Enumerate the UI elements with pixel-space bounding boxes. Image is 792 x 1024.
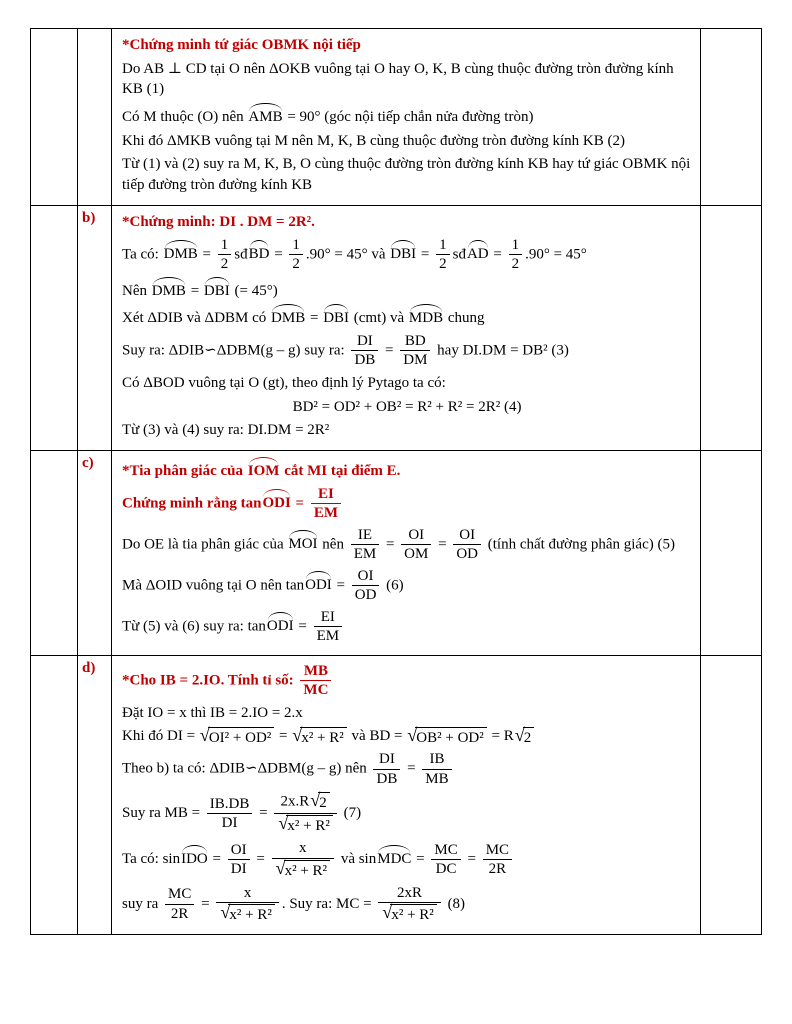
square-root bbox=[199, 724, 275, 747]
text-line: Mà ΔOID vuông tại O nên tanODI = $\frac{OI}{OD}$ (6) bbox=[122, 567, 404, 604]
square-root bbox=[382, 901, 437, 924]
fraction-numerator: 2x.R √ 2 bbox=[274, 792, 337, 814]
content-cell bbox=[112, 655, 701, 934]
radical-sign: √ bbox=[275, 857, 286, 878]
radical-sign: √ bbox=[382, 901, 393, 922]
content-cell bbox=[112, 29, 701, 206]
angle-arc: DBI bbox=[323, 304, 349, 329]
square-root bbox=[292, 724, 347, 747]
angle-arc: DMB bbox=[164, 240, 198, 265]
heading-line: *Tia phân giác của IOM cắt MI tại điểm E. bbox=[122, 457, 692, 482]
fraction bbox=[400, 333, 430, 369]
spacer-cell-right bbox=[701, 655, 762, 934]
text-line: Suy ra: ΔDIB∽ΔDBM(g – g) suy ra: $\frac{DI}{DB}$ = $\frac{BD}{DM}$ hay DI.DM = DB² (3) bbox=[122, 332, 569, 369]
equation-line: BD² = OD² + OB² = R² + R² = 2R² (4) bbox=[292, 398, 522, 415]
table-row bbox=[31, 655, 762, 934]
radicand: x² + R² bbox=[228, 904, 274, 924]
angle-arc: DMB bbox=[152, 277, 186, 302]
text-line: Suy ra MB = $\frac{IB.DB}{DI}$ = 2x.R √ 2 √ x² + R² (7) bbox=[122, 789, 362, 834]
fraction-denominator bbox=[378, 903, 441, 924]
radicand: x² + R² bbox=[286, 815, 332, 835]
radicand: x² + R² bbox=[300, 727, 346, 747]
radical-sign: √ bbox=[199, 724, 210, 745]
heading-line: *Cho IB = 2.IO. Tính tỉ số: $\frac{MB}{MC}$ bbox=[122, 662, 692, 700]
fraction bbox=[352, 568, 380, 604]
angle-arc: MDB bbox=[409, 304, 443, 329]
radical-sign: √ bbox=[278, 812, 289, 833]
square-root bbox=[407, 724, 487, 747]
fraction-denominator: 2 bbox=[292, 256, 300, 272]
row-label bbox=[78, 29, 112, 206]
square-root bbox=[310, 789, 330, 812]
radical-sign: √ bbox=[514, 724, 525, 745]
radicand: OI² + OD² bbox=[208, 727, 274, 747]
fraction bbox=[422, 751, 451, 787]
fraction-numerator: IE bbox=[351, 527, 380, 546]
fraction-numerator: IB bbox=[422, 751, 451, 770]
fraction-denominator: DB bbox=[354, 352, 376, 369]
square-root bbox=[220, 901, 275, 924]
fraction-denominator: MB bbox=[425, 770, 449, 787]
fraction-denominator: OM bbox=[404, 546, 429, 563]
angle-arc: MOI bbox=[288, 530, 317, 555]
radical-sign: √ bbox=[220, 901, 231, 922]
text-line: Từ (1) và (2) suy ra M, K, B, O cùng thuộc đường tròn đường kính KB hay tứ giác OBMK nội tiếp đường tròn đường kính KB bbox=[122, 156, 691, 194]
fraction bbox=[314, 609, 343, 645]
fraction-numerator: IB.DB bbox=[207, 796, 253, 815]
fraction-denominator: EM bbox=[316, 628, 340, 645]
fraction-numerator: 1 bbox=[218, 237, 232, 256]
table-row bbox=[31, 205, 762, 450]
radical-sign: √ bbox=[407, 724, 418, 745]
text-line: Ta có: DMB = $\frac{1}{2}$ sđBD = $\frac{1}{2}$ .90° = 45° và DBI = $\frac{1}{2}$ sđAD = $\frac{1}{2}$ .90° = 45° bbox=[122, 236, 587, 272]
fraction-numerator: EI bbox=[311, 486, 341, 505]
fraction bbox=[216, 885, 279, 925]
fraction-numerator: 1 bbox=[289, 237, 303, 256]
fraction-numerator: BD bbox=[400, 333, 430, 352]
text-line: Ta có: sinIDO = $\frac{OI}{DI}$ = x √ x² + R² và sinMDC = $\frac{MC}{DC}$ = $\frac{MC}{2R}$ bbox=[122, 839, 692, 881]
fraction bbox=[483, 842, 512, 878]
fraction bbox=[311, 486, 341, 522]
fraction-denominator: DI bbox=[221, 815, 238, 831]
fraction-denominator: 2 bbox=[511, 256, 520, 272]
fraction-denominator: 2 bbox=[220, 256, 229, 272]
content-cell bbox=[112, 205, 701, 450]
fraction bbox=[351, 527, 380, 563]
angle-arc: ODI bbox=[267, 612, 294, 637]
heading-line: *Chứng minh tứ giác OBMK nội tiếp bbox=[122, 37, 361, 53]
fraction-numerator: OI bbox=[228, 842, 250, 861]
spacer-cell-left bbox=[31, 655, 78, 934]
square-root bbox=[275, 857, 331, 880]
fraction-numerator: 1 bbox=[509, 237, 523, 256]
solution-table-body bbox=[31, 29, 762, 935]
text-line: Do OE là tia phân giác của MOI nên $\frac{IE}{EM}$ = $\frac{OI}{OM}$ = $\frac{OI}{OD}$ (tính chất đường phân giác) (5) bbox=[122, 526, 675, 563]
fraction-numerator: OI bbox=[401, 527, 431, 546]
fraction-numerator: MC bbox=[431, 842, 460, 861]
spacer-cell-right bbox=[701, 29, 762, 206]
fraction-numerator: MC bbox=[165, 886, 194, 905]
text-line: Từ (3) và (4) suy ra: DI.DM = 2R² bbox=[122, 422, 330, 439]
text-line: Nên DMB = DBI (= 45°) bbox=[122, 277, 692, 302]
angle-arc: IOM bbox=[248, 457, 280, 482]
row-label: b) bbox=[78, 205, 112, 450]
fraction bbox=[274, 789, 337, 835]
angle-arc: BD bbox=[249, 240, 270, 265]
spacer-cell-left bbox=[31, 29, 78, 206]
radical-sign: √ bbox=[292, 724, 303, 745]
text-line: Đặt IO = x thì IB = 2.IO = 2.x bbox=[122, 704, 303, 721]
heading-line: *Chứng minh: DI . DM = 2R². bbox=[122, 213, 315, 230]
fraction-denominator: DM bbox=[403, 352, 428, 369]
fraction-numerator: OI bbox=[453, 527, 481, 546]
table-row bbox=[31, 450, 762, 655]
fraction bbox=[272, 840, 335, 880]
fraction-denominator bbox=[274, 814, 337, 835]
fraction bbox=[165, 886, 194, 922]
spacer-cell-left bbox=[31, 205, 78, 450]
fraction-denominator bbox=[216, 903, 279, 924]
fraction-numerator: 1 bbox=[436, 237, 450, 256]
square-root bbox=[514, 724, 535, 747]
fraction-denominator: DC bbox=[435, 861, 457, 878]
radicand: OB² + OD² bbox=[415, 727, 486, 747]
angle-arc: ODI bbox=[305, 571, 332, 596]
spacer-cell-left bbox=[31, 450, 78, 655]
fraction-numerator: MC bbox=[483, 842, 512, 861]
fraction-numerator: OI bbox=[352, 568, 380, 587]
fraction bbox=[431, 842, 460, 878]
radical-sign: √ bbox=[310, 789, 321, 810]
solution-table bbox=[30, 28, 762, 935]
text-line: Có ΔBOD vuông tại O (gt), theo định lý Pytago ta có: bbox=[122, 374, 446, 391]
radicand: x² + R² bbox=[390, 904, 436, 924]
fraction bbox=[373, 751, 400, 787]
fraction-denominator: 2 bbox=[439, 256, 447, 272]
row-label: d) bbox=[78, 655, 112, 934]
text-line: Khi đó ΔMKB vuông tại M nên M, K, B cùng thuộc đường tròn đường kính KB (2) bbox=[122, 132, 625, 149]
fraction bbox=[436, 237, 450, 273]
radicand: 2 bbox=[523, 727, 535, 747]
fraction-numerator: EI bbox=[314, 609, 343, 628]
angle-arc: IDO bbox=[181, 845, 208, 870]
row-label: c) bbox=[78, 450, 112, 655]
fraction-numerator: x bbox=[272, 840, 335, 859]
square-root bbox=[278, 812, 333, 835]
fraction bbox=[289, 237, 303, 273]
text-line: Theo b) ta có: ΔDIB∽ΔDBM(g – g) nên $\frac{DI}{DB}$ = $\frac{IB}{MB}$ bbox=[122, 750, 692, 788]
text-line: Xét ΔDIB và ΔDBM có DMB = DBI (cmt) và MDB chung bbox=[122, 304, 692, 329]
text-line: Khi đó DI = √ OI² + OD² = √ x² + R² và BD = √ OB² + OD² = R √ 2 bbox=[122, 726, 692, 747]
fraction-numerator: 2xR bbox=[378, 885, 441, 904]
table-row bbox=[31, 29, 762, 206]
fraction bbox=[300, 663, 331, 699]
text-line: suy ra $\frac{MC}{2R}$ = x √ x² + R² . Suy ra: MC = 2xR √ x² + R² (8) bbox=[122, 884, 466, 923]
fraction-denominator: 2R bbox=[170, 905, 189, 922]
fraction-denominator: DB bbox=[376, 770, 398, 787]
radicand: x² + R² bbox=[284, 860, 330, 880]
spacer-cell-right bbox=[701, 450, 762, 655]
spacer-cell-right bbox=[701, 205, 762, 450]
fraction bbox=[509, 237, 523, 273]
fraction-denominator: EM bbox=[313, 505, 339, 522]
fraction bbox=[228, 842, 250, 878]
angle-arc: AMB bbox=[248, 103, 282, 128]
fraction bbox=[351, 333, 378, 369]
fraction-denominator: OD bbox=[456, 546, 478, 563]
text-line: Do AB ⊥ CD tại O nên ΔOKB vuông tại O hay O, K, B cùng thuộc đường tròn đường kính KB (1) bbox=[122, 60, 674, 98]
radicand: 2 bbox=[318, 792, 330, 812]
fraction-numerator: DI bbox=[373, 751, 400, 770]
angle-arc: DBI bbox=[390, 240, 416, 265]
fraction bbox=[218, 237, 232, 273]
angle-arc: ODI bbox=[262, 489, 290, 514]
fraction-denominator: MC bbox=[303, 682, 329, 699]
text-line: Từ (5) và (6) suy ra: tanODI = $\frac{EI}{EM}$ bbox=[122, 608, 692, 646]
fraction-numerator: DI bbox=[351, 333, 378, 352]
angle-arc: DMB bbox=[271, 304, 305, 329]
fraction-denominator: OD bbox=[354, 587, 377, 604]
fraction-denominator: EM bbox=[353, 546, 377, 563]
fraction bbox=[207, 796, 253, 832]
fraction bbox=[401, 527, 431, 563]
angle-arc: MDC bbox=[377, 845, 411, 870]
fraction bbox=[453, 527, 481, 563]
fraction-denominator bbox=[272, 859, 335, 880]
text-line: Có M thuộc (O) nên AMB = 90° (góc nội tiếp chắn nửa đường tròn) bbox=[122, 103, 692, 128]
fraction-denominator: 2R bbox=[488, 861, 507, 878]
fraction-numerator: x bbox=[216, 885, 279, 904]
fraction bbox=[378, 885, 441, 925]
fraction-numerator: MB bbox=[300, 663, 331, 682]
angle-arc: DBI bbox=[204, 277, 230, 302]
content-cell bbox=[112, 450, 701, 655]
fraction-denominator: DI bbox=[230, 861, 247, 878]
angle-arc: AD bbox=[467, 240, 489, 265]
heading-line: Chứng minh rằng tanODI = $\frac{EI}{EM}$ bbox=[122, 485, 692, 523]
